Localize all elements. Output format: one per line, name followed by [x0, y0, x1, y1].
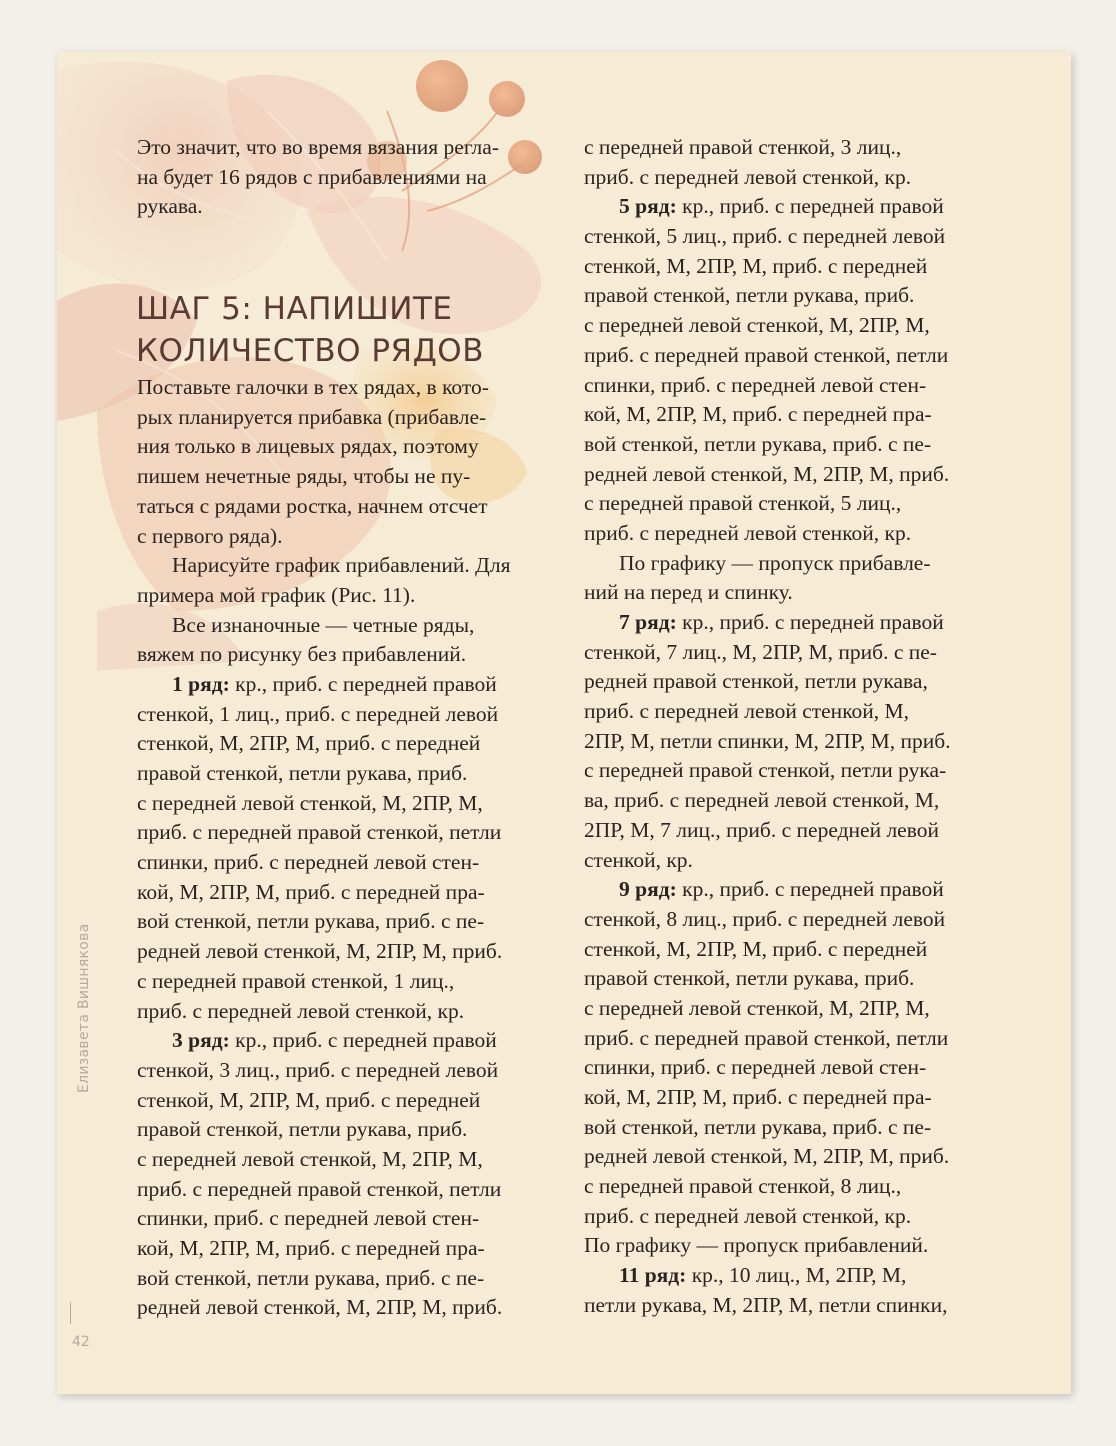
paragraph-line: стенкой, 8 лиц., приб. с передней левой — [584, 906, 946, 931]
paragraph-line: стенкой, М, 2ПР, М, приб. с передней — [584, 253, 928, 278]
paragraph-line: Нарисуйте график прибавлений. Для — [172, 553, 511, 578]
paragraph-line: вяжем по рисунку без прибавлений. — [137, 642, 467, 667]
page-number: 42 — [72, 1334, 90, 1350]
paragraph-line: Все изнаночные — четные ряды, — [172, 612, 475, 637]
paragraph-line: примера мой график (Рис. 11). — [137, 582, 416, 607]
paragraph-line: стенкой, М, 2ПР, М, приб. с передней — [137, 1087, 481, 1112]
paragraph-line: По графику — пропуск прибавле- — [619, 550, 931, 575]
paragraph-line: редней правой стенкой, петли рукава, — [584, 669, 928, 694]
paragraph-line: приб. с передней правой стенкой, петли — [137, 1176, 502, 1201]
row-label: 1 ряд: — [172, 671, 230, 696]
paragraph-line: стенкой, кр. — [584, 847, 693, 872]
paragraph-line: стенкой, М, 2ПР, М, приб. с передней — [584, 936, 928, 961]
paragraph-line: правой стенкой, петли рукава, приб. — [137, 1117, 468, 1142]
paragraph-line: Поставьте галочки в тех рядах, в кото- — [137, 375, 489, 400]
paragraph-line: с передней правой стенкой, петли рука- — [584, 758, 947, 783]
paragraph-line: приб. с передней левой стенкой, М, — [584, 699, 910, 724]
paragraph-line: с передней правой стенкой, 8 лиц., — [584, 1174, 902, 1199]
row-instruction-line — [584, 1261, 1024, 1291]
paragraph-line: с передней левой стенкой, М, 2ПР, М, — [137, 790, 483, 815]
row-text: кр., приб. с передней правой — [229, 671, 497, 696]
row-instruction-line — [584, 192, 1024, 222]
paragraph-line: спинки, приб. с передней левой стен- — [137, 1206, 480, 1231]
row-instruction-line — [137, 1026, 577, 1056]
row-instruction-line — [584, 608, 1024, 638]
paragraph-line: редней левой стенкой, М, 2ПР, М, приб. — [584, 1144, 950, 1169]
paragraph-line: Это значит, что во время вязания регла- — [137, 135, 499, 159]
paragraph-line: ния только в лицевых рядах, поэтому — [137, 434, 479, 459]
author-name: Елизавета Вишнякова — [76, 923, 92, 1093]
left-column — [137, 51, 577, 1323]
right-column — [584, 51, 1024, 1321]
paragraph-line: на будет 16 рядов с прибавлениями на — [137, 164, 487, 189]
paragraph-line: с передней левой стенкой, М, 2ПР, М, — [584, 995, 930, 1020]
paragraph-line: стенкой, 3 лиц., приб. с передней левой — [137, 1057, 499, 1082]
paragraph-line: кой, М, 2ПР, М, приб. с передней пра- — [137, 1236, 485, 1260]
paragraph-line: спинки, приб. с передней левой стен- — [584, 1055, 927, 1080]
paragraph-line: 2ПР, М, петли спинки, М, 2ПР, М, приб. — [584, 728, 951, 753]
row-text: кр., 10 лиц., М, 2ПР, М, — [686, 1263, 907, 1288]
row-label: 5 ряд: — [619, 194, 677, 219]
row-text: кр., приб. с передней правой — [676, 610, 944, 634]
heading-line-1: ШАГ 5: НАПИШИТЕ — [136, 291, 453, 327]
paragraph-line: приб. с передней левой стенкой, кр. — [584, 520, 912, 545]
paragraph-line: правой стенкой, петли рукава, приб. — [584, 283, 915, 308]
paragraph-line: кой, М, 2ПР, М, приб. с передней пра- — [584, 402, 932, 427]
heading-line-2: КОЛИЧЕСТВО РЯДОВ — [136, 333, 484, 369]
paragraph-line: рукава. — [137, 194, 203, 219]
paragraph-line: стенкой, 7 лиц., М, 2ПР, М, приб. с пе- — [584, 639, 937, 664]
paragraph-line: приб. с передней левой стенкой, кр. — [584, 1203, 912, 1228]
paragraph-line: правой стенкой, петли рукава, приб. — [584, 966, 915, 991]
paragraph-line: кой, М, 2ПР, М, приб. с передней пра- — [137, 879, 485, 904]
paragraph-line: редней левой стенкой, М, 2ПР, М, приб. — [137, 939, 503, 964]
paragraph-line: правой стенкой, петли рукава, приб. — [137, 761, 468, 785]
paragraph-line: с передней правой стенкой, 3 лиц., — [584, 135, 902, 159]
row-text: кр., приб. с передней правой — [676, 194, 944, 219]
paragraph-line: кой, М, 2ПР, М, приб. с передней пра- — [584, 1085, 932, 1109]
paragraph-line: с передней левой стенкой, М, 2ПР, М, — [137, 1146, 483, 1171]
paragraph-line: вой стенкой, петли рукава, приб. с пе- — [137, 1265, 485, 1290]
paragraph-line: приб. с передней левой стенкой, кр. — [137, 998, 465, 1023]
paragraph-line: вой стенкой, петли рукава, приб. с пе- — [584, 1114, 932, 1139]
paragraph-line: приб. с передней правой стенкой, петли — [584, 1025, 949, 1050]
paragraph-line: ва, приб. с передней левой стенкой, М, — [584, 788, 940, 813]
row-text: кр., приб. с передней правой — [229, 1028, 497, 1053]
paragraph-line: пишем нечетные ряды, чтобы не пу- — [137, 464, 471, 489]
row-instruction-line — [137, 670, 577, 700]
paragraph-line: с первого ряда). — [137, 523, 283, 548]
paragraph-line: редней левой стенкой, М, 2ПР, М, приб. — [137, 1295, 503, 1320]
paragraph-line: рых планируется прибавка (прибавле- — [137, 404, 487, 429]
paragraph-line: приб. с передней правой стенкой, петли — [137, 820, 502, 845]
sidebar-divider — [70, 1302, 71, 1324]
paragraph-line: вой стенкой, петли рукава, приб. с пе- — [584, 431, 932, 456]
paragraph-line: спинки, приб. с передней левой стен- — [137, 850, 480, 875]
paragraph-line: с передней левой стенкой, М, 2ПР, М, — [584, 313, 930, 338]
paragraph-line: стенкой, 1 лиц., приб. с передней левой — [137, 701, 499, 726]
paragraph-line: с передней правой стенкой, 5 лиц., — [584, 491, 902, 516]
row-text: кр., приб. с передней правой — [676, 877, 944, 902]
paragraph-line: спинки, приб. с передней левой стен- — [584, 372, 927, 397]
paragraph-line: петли рукава, М, 2ПР, М, петли спинки, — [584, 1292, 948, 1317]
paragraph-line: с передней правой стенкой, 1 лиц., — [137, 968, 455, 993]
row-label: 11 ряд: — [619, 1263, 687, 1288]
paragraph-line: ний на перед и спинку. — [584, 580, 793, 605]
book-page — [57, 51, 1071, 1394]
paragraph-line: приб. с передней правой стенкой, петли — [584, 342, 949, 367]
paragraph-line: вой стенкой, петли рукава, приб. с пе- — [137, 909, 485, 934]
row-label: 7 ряд: — [619, 610, 677, 634]
row-instruction-line — [584, 875, 1024, 905]
row-label: 3 ряд: — [172, 1028, 230, 1053]
paragraph-line: 2ПР, М, 7 лиц., приб. с передней левой — [584, 817, 939, 842]
row-label: 9 ряд: — [619, 877, 677, 902]
paragraph-line: стенкой, 5 лиц., приб. с передней левой — [584, 224, 946, 249]
paragraph-line: приб. с передней левой стенкой, кр. — [584, 164, 912, 189]
paragraph-line: По графику — пропуск прибавлений. — [584, 1233, 929, 1258]
paragraph-line: редней левой стенкой, М, 2ПР, М, приб. — [584, 461, 950, 486]
paragraph-line: таться с рядами ростка, начнем отсчет — [137, 493, 488, 518]
paragraph-line: стенкой, М, 2ПР, М, приб. с передней — [137, 731, 481, 756]
